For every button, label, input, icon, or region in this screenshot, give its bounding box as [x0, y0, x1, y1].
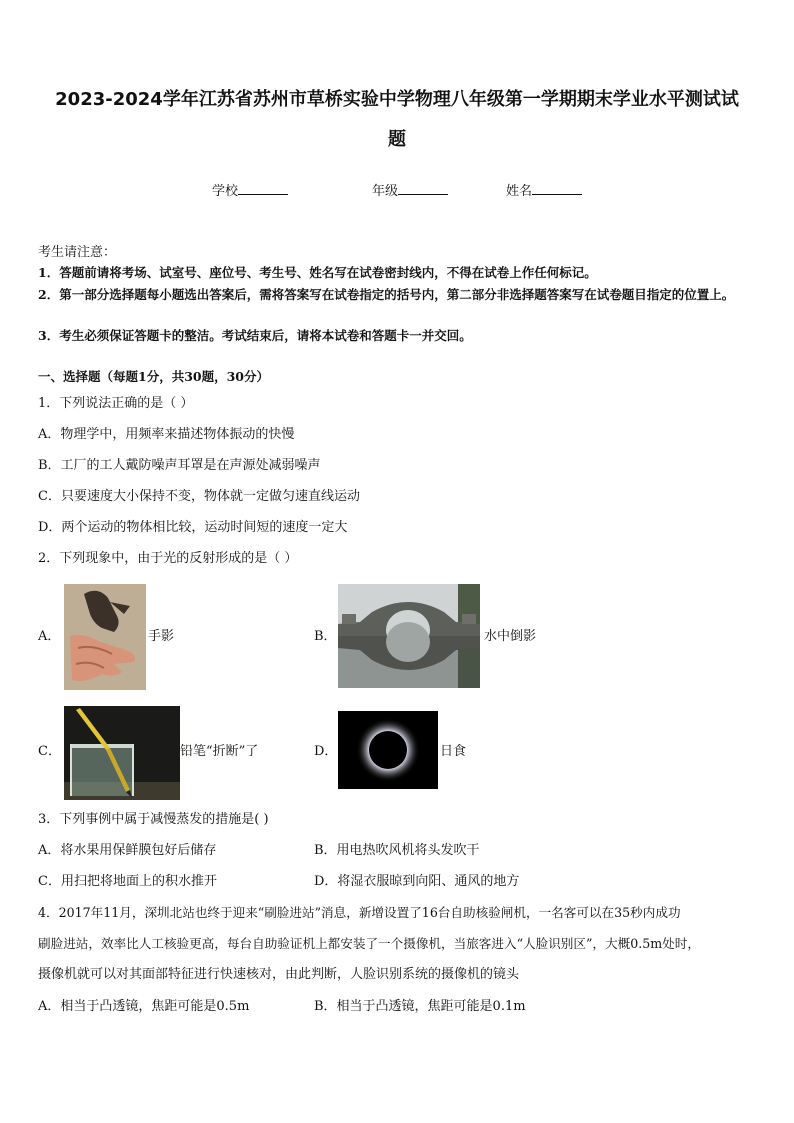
- q1-stem: 1．下列说法正确的是（ ）: [38, 396, 194, 411]
- q4-stem-line2: 刷脸进站，效率比人工核验更高，每台自助验证机上都安装了一个摄像机，当旅客进入“人脸识别区”，大概0.5m处时，: [38, 936, 700, 951]
- q2-option-b-text: 水中倒影: [484, 629, 537, 644]
- notice-item-3: 3．考生必须保证答题卡的整洁。考试结束后，请将本试卷和答题卡一并交回。: [38, 328, 472, 343]
- notice-item-2: 2．第一部分选择题每小题选出答案后，需将答案写在试卷指定的括号内，第二部分非选择题答案写在试卷题目指定的位置上。: [38, 287, 735, 302]
- q2-option-d-letter: D．: [314, 744, 338, 759]
- name-field: [506, 180, 582, 199]
- solar-eclipse-image: [338, 711, 438, 789]
- q3-option-d: D．将湿衣服晾到向阳、通风的地方: [314, 874, 520, 889]
- water-reflection-image: [338, 584, 480, 688]
- q2-stem: 2．下列现象中，由于光的反射形成的是（ ）: [38, 551, 298, 566]
- grade-label: 年级: [372, 184, 399, 199]
- hand-shadow-image: [64, 584, 146, 690]
- grade-blank: [398, 182, 448, 195]
- school-field: [212, 180, 288, 199]
- notice-heading: 考生请注意：: [38, 245, 117, 260]
- exam-title-line1: 2023-2024学年江苏省苏州市草桥实验中学物理八年级第一学期期末学业水平测试试: [55, 89, 739, 110]
- q4-stem-line3: 摄像机就可以对其面部特征进行快速核对，由此判断，人脸识别系统的摄像机的镜头: [38, 967, 520, 982]
- q1-option-c: C．只要速度大小保持不变，物体就一定做匀速直线运动: [38, 489, 360, 504]
- q4-option-b: B．相当于凸透镜，焦距可能是0.1m: [314, 999, 526, 1014]
- q3-option-b: B．用电热吹风机将头发吹干: [314, 843, 480, 858]
- name-blank: [532, 182, 582, 195]
- q1-option-b: B．工厂的工人戴防噪声耳罩是在声源处减弱噪声: [38, 458, 321, 473]
- pencil-in-water-image: [64, 706, 180, 800]
- name-label: 姓名: [506, 184, 533, 199]
- q1-option-a: A．物理学中，用频率来描述物体振动的快慢: [38, 427, 295, 442]
- q1-option-d: D．两个运动的物体相比较，运动时间短的速度一定大: [38, 520, 348, 535]
- notice-item-1: 1．答题前请将考场、试室号、座位号、考生号、姓名写在试卷密封线内，不得在试卷上作任何标记。: [38, 265, 597, 280]
- section-heading: 一、选择题（每题1分，共30题，30分）: [38, 369, 269, 384]
- q3-option-c: C．用扫把将地面上的积水推开: [38, 874, 217, 889]
- q3-stem: 3．下列事例中属于减慢蒸发的措施是( ): [38, 812, 269, 827]
- q3-option-a: A．将水果用保鲜膜包好后储存: [38, 843, 217, 858]
- q4-stem-line1: 4．2017年11月，深圳北站也终于迎来“刷脸进站”消息，新增设置了16台自助核验闸机，一名客可以在35秒内成功: [38, 905, 681, 920]
- q2-option-c-text: 铅笔“折断”了: [180, 744, 259, 759]
- grade-field: [372, 180, 448, 199]
- school-blank: [238, 182, 288, 195]
- exam-title-line2: 题: [388, 129, 406, 150]
- school-label: 学校: [212, 184, 239, 199]
- q2-option-d-text: 日食: [440, 744, 467, 759]
- q2-option-c-letter: C．: [38, 744, 61, 759]
- q2-option-b-letter: B．: [314, 629, 337, 644]
- q2-option-a-letter: A．: [38, 629, 61, 644]
- q4-option-a: A．相当于凸透镜，焦距可能是0.5m: [38, 999, 250, 1014]
- q2-option-a-text: 手影: [148, 629, 175, 644]
